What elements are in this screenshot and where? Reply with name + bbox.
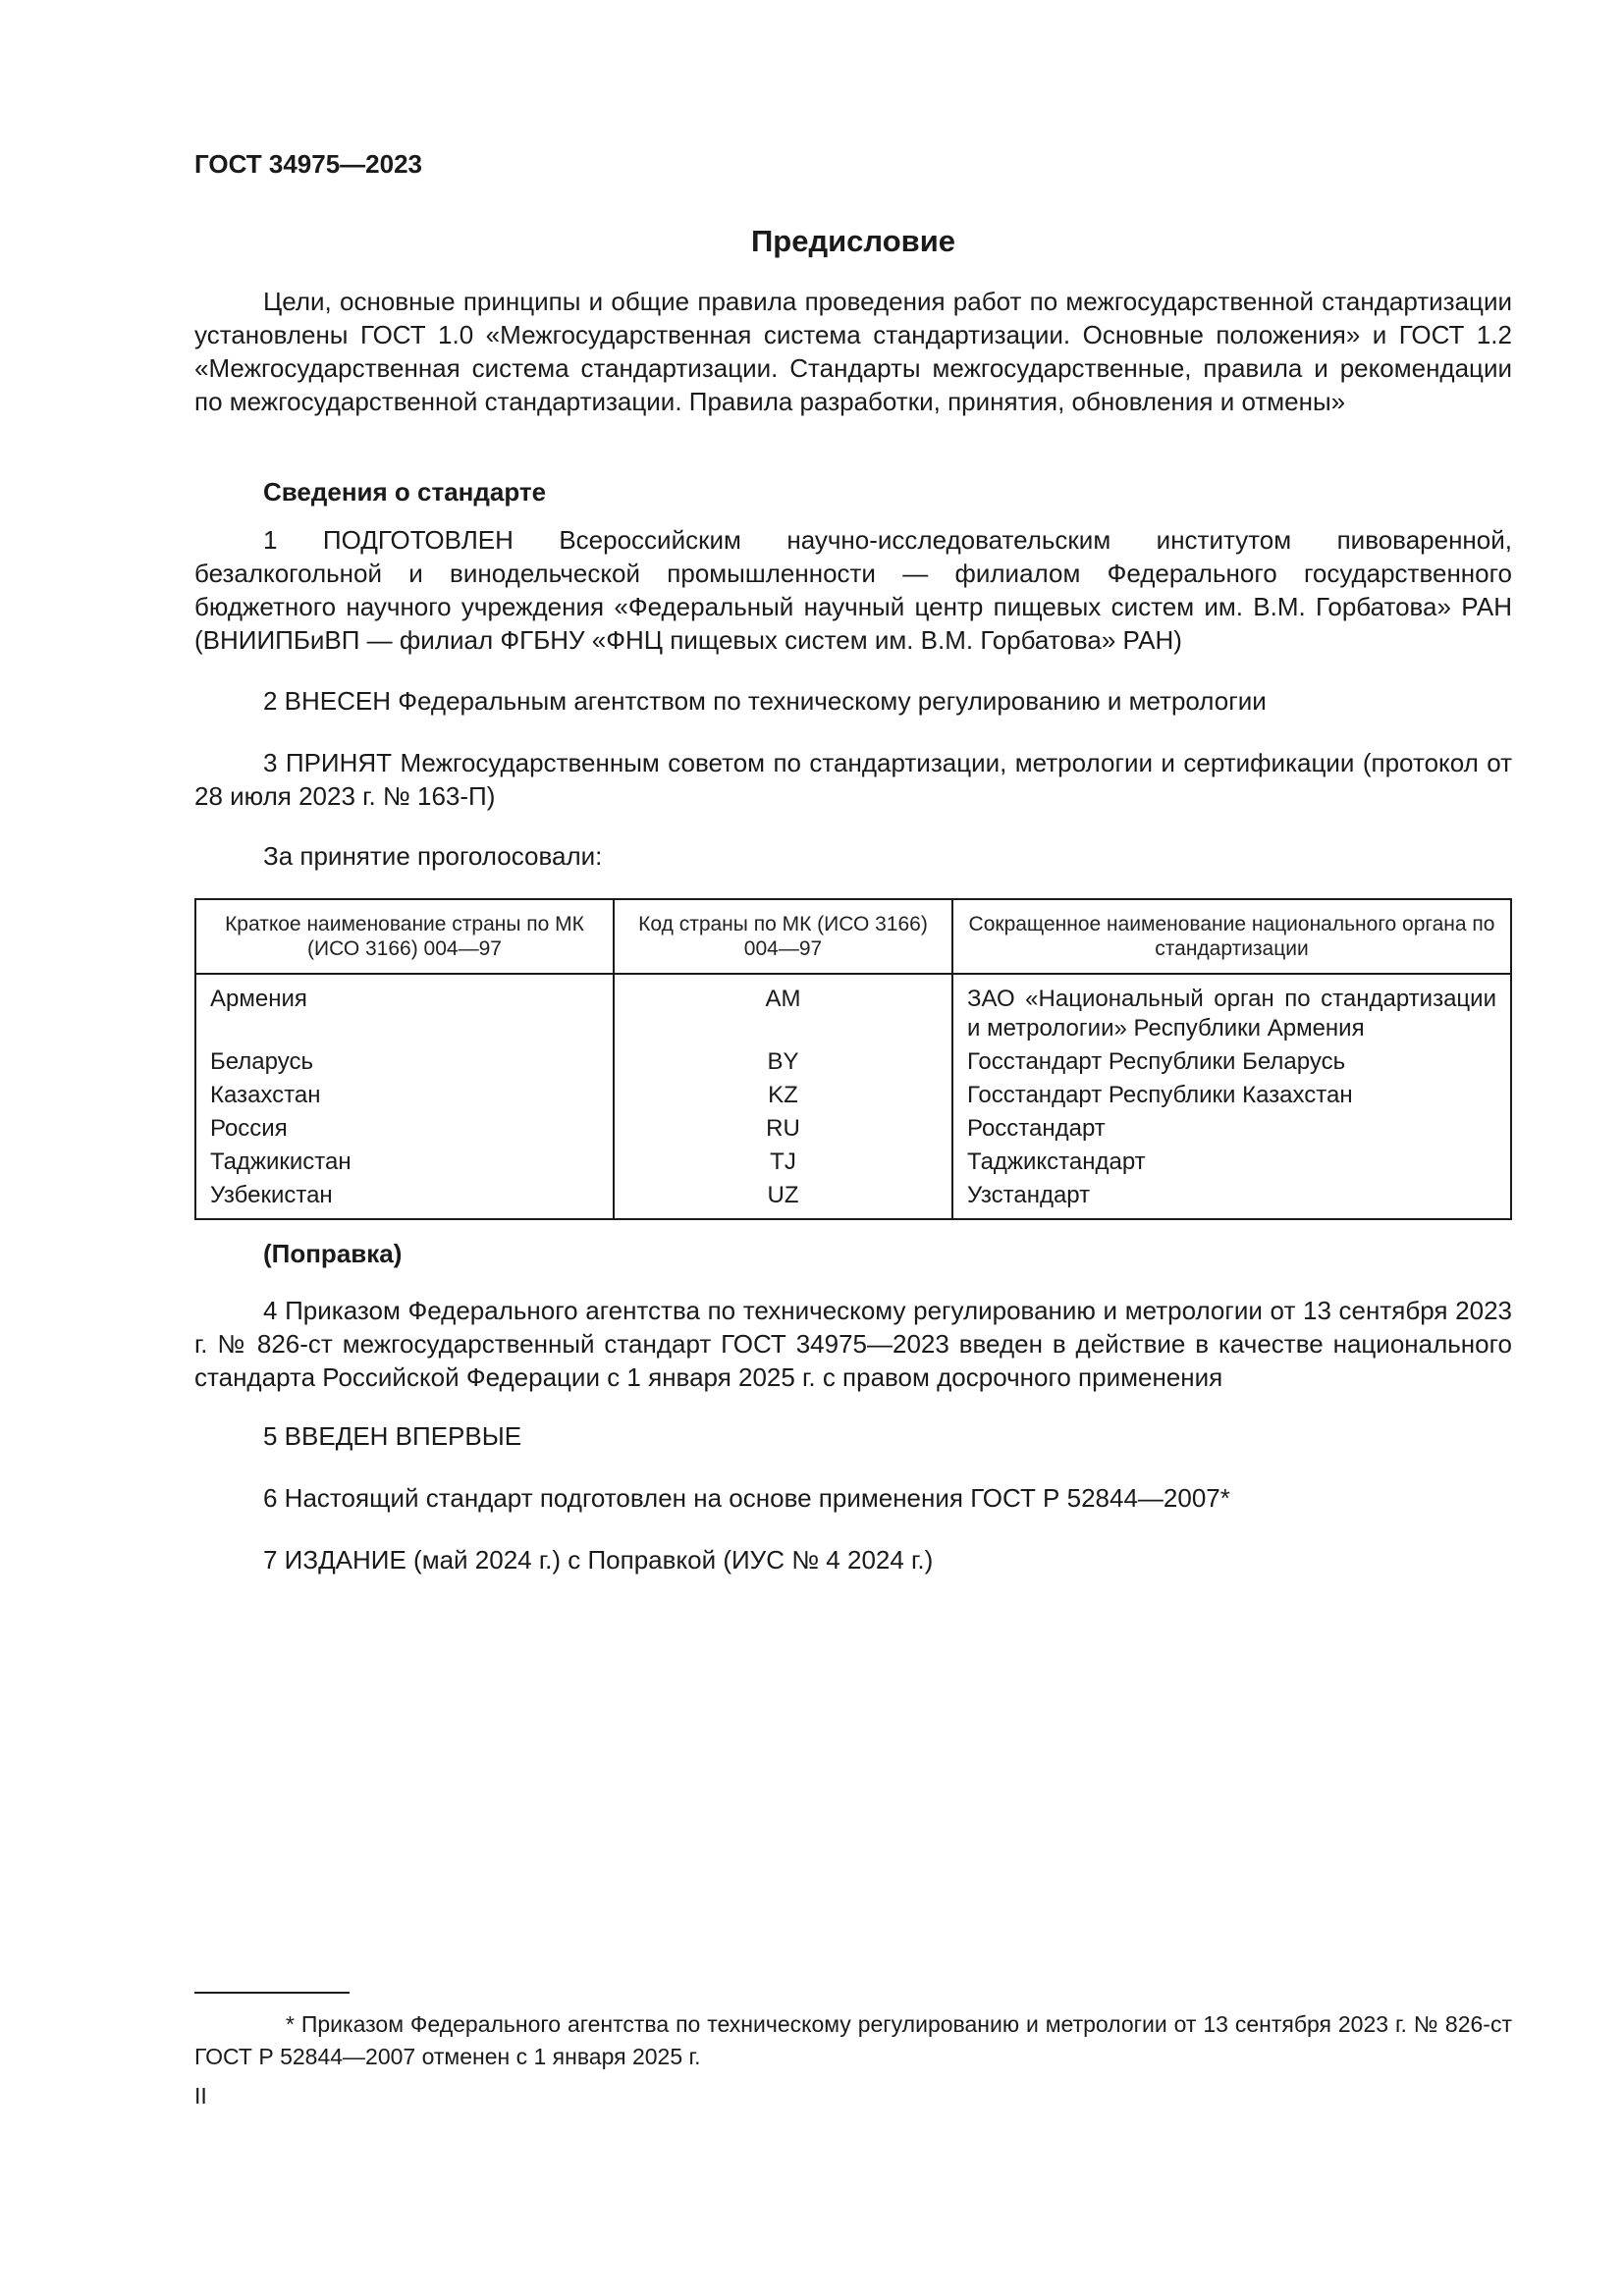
national-body-cell: ЗАО «Национальный орган по стандартизации и метрологии» Республики Армения [952, 974, 1511, 1045]
national-body-cell: Госстандарт Республики Беларусь [952, 1045, 1511, 1079]
item-edition: 7 ИЗДАНИЕ (май 2024 г.) с Поправкой (ИУС № 4 2024 г.) [263, 1545, 934, 1575]
national-body-cell: Росстандарт [952, 1112, 1511, 1146]
page-number: II [194, 2083, 207, 2109]
table-row [195, 974, 1511, 1045]
table-header-row [195, 899, 1511, 974]
header-national-body: Сокращенное наименование национального органа по стандартизации [952, 899, 1511, 974]
intro-paragraph: Цели, основные принципы и общие правила проведения работ по межгосударственной стандартизации установлены ГОСТ 1.0 «Межгосударственная система стандартизации. Основные положения» и ГОСТ 1.2 «Межгосударственная система стандартизации. Стандарты межгосударственные, правила и рекомендации по межгосударственной стандартизации. Правила разработки, принятия, обновления и отмены» [194, 287, 1512, 416]
vote-intro: За принятие проголосовали: [263, 841, 603, 871]
country-code-cell: KZ [614, 1079, 952, 1112]
country-code-cell: UZ [614, 1179, 952, 1219]
country-code-cell: RU [614, 1112, 952, 1146]
footnote: * Приказом Федерального агентства по техническому регулированию и метрологии от 13 сентября 2023 г. № 826-ст ГОСТ Р 52844—2007 отменен с 1 января 2025 г. [194, 2011, 1512, 2069]
table-row [195, 1045, 1511, 1079]
country-code-cell: BY [614, 1045, 952, 1079]
table-row [195, 1079, 1511, 1112]
item-first-introduced: 5 ВВЕДЕН ВПЕРВЫЕ [263, 1421, 522, 1451]
voting-countries-table [194, 898, 1512, 1220]
header-country-code: Код страны по МК (ИСО 3166) 004—97 [614, 899, 952, 974]
country-name-cell: Казахстан [210, 1082, 321, 1108]
country-name-cell: Армения [210, 986, 307, 1012]
item-adopted: 3 ПРИНЯТ Межгосударственным советом по стандартизации, метрологии и сертификации (протокол от 28 июля 2023 г. № 163-П) [194, 748, 1512, 811]
country-name-cell: Беларусь [210, 1048, 313, 1075]
header-country-name: Краткое наименование страны по МК (ИСО 3166) 004—97 [195, 899, 614, 974]
country-code-cell: AM [614, 974, 952, 1045]
country-name-cell: Таджикистан [210, 1148, 352, 1175]
item-based-on: 6 Настоящий стандарт подготовлен на основе применения ГОСТ Р 52844—2007* [263, 1483, 1230, 1513]
section-heading: Сведения о стандарте [263, 477, 547, 507]
document-code-header: ГОСТ 34975—2023 [194, 149, 422, 179]
national-body-cell: Таджикстандарт [952, 1146, 1511, 1179]
table-row [195, 1146, 1511, 1179]
national-body-cell: Узстандарт [952, 1179, 1511, 1219]
national-body-cell: Госстандарт Республики Казахстан [952, 1079, 1511, 1112]
footnote-divider [194, 1992, 350, 1994]
country-name-cell: Россия [210, 1115, 288, 1142]
item-introduced: 2 ВНЕСЕН Федеральным агентством по техническому регулированию и метрологии [263, 686, 1267, 716]
document-page [194, 0, 1512, 2296]
table-row [195, 1179, 1511, 1219]
country-code-cell: TJ [614, 1146, 952, 1179]
page-title: Предисловие [750, 224, 955, 258]
item-prepared: 1 ПОДГОТОВЛЕН Всероссийским научно-исследовательским институтом пивоваренной, безалкогольной и винодельческой промышленности — филиалом Федерального государственного бюджетного научного учреждения «Федеральный научный центр пищевых систем им. В.М. Горбатова» РАН (ВНИИПБиВП — филиал ФГБНУ «ФНЦ пищевых систем им. В.М. Горбатова» РАН) [194, 525, 1512, 655]
country-name-cell: Узбекистан [210, 1182, 333, 1208]
item-enacted: 4 Приказом Федерального агентства по техническому регулированию и метрологии от 13 сентября 2023 г. № 826-ст межгосударственный стандарт ГОСТ 34975—2023 введен в действие в качестве национального стандарта Российской Федерации с 1 января 2025 г. с правом досрочного применения [194, 1296, 1512, 1392]
amendment-label: (Поправка) [263, 1239, 403, 1268]
table-row [195, 1112, 1511, 1146]
